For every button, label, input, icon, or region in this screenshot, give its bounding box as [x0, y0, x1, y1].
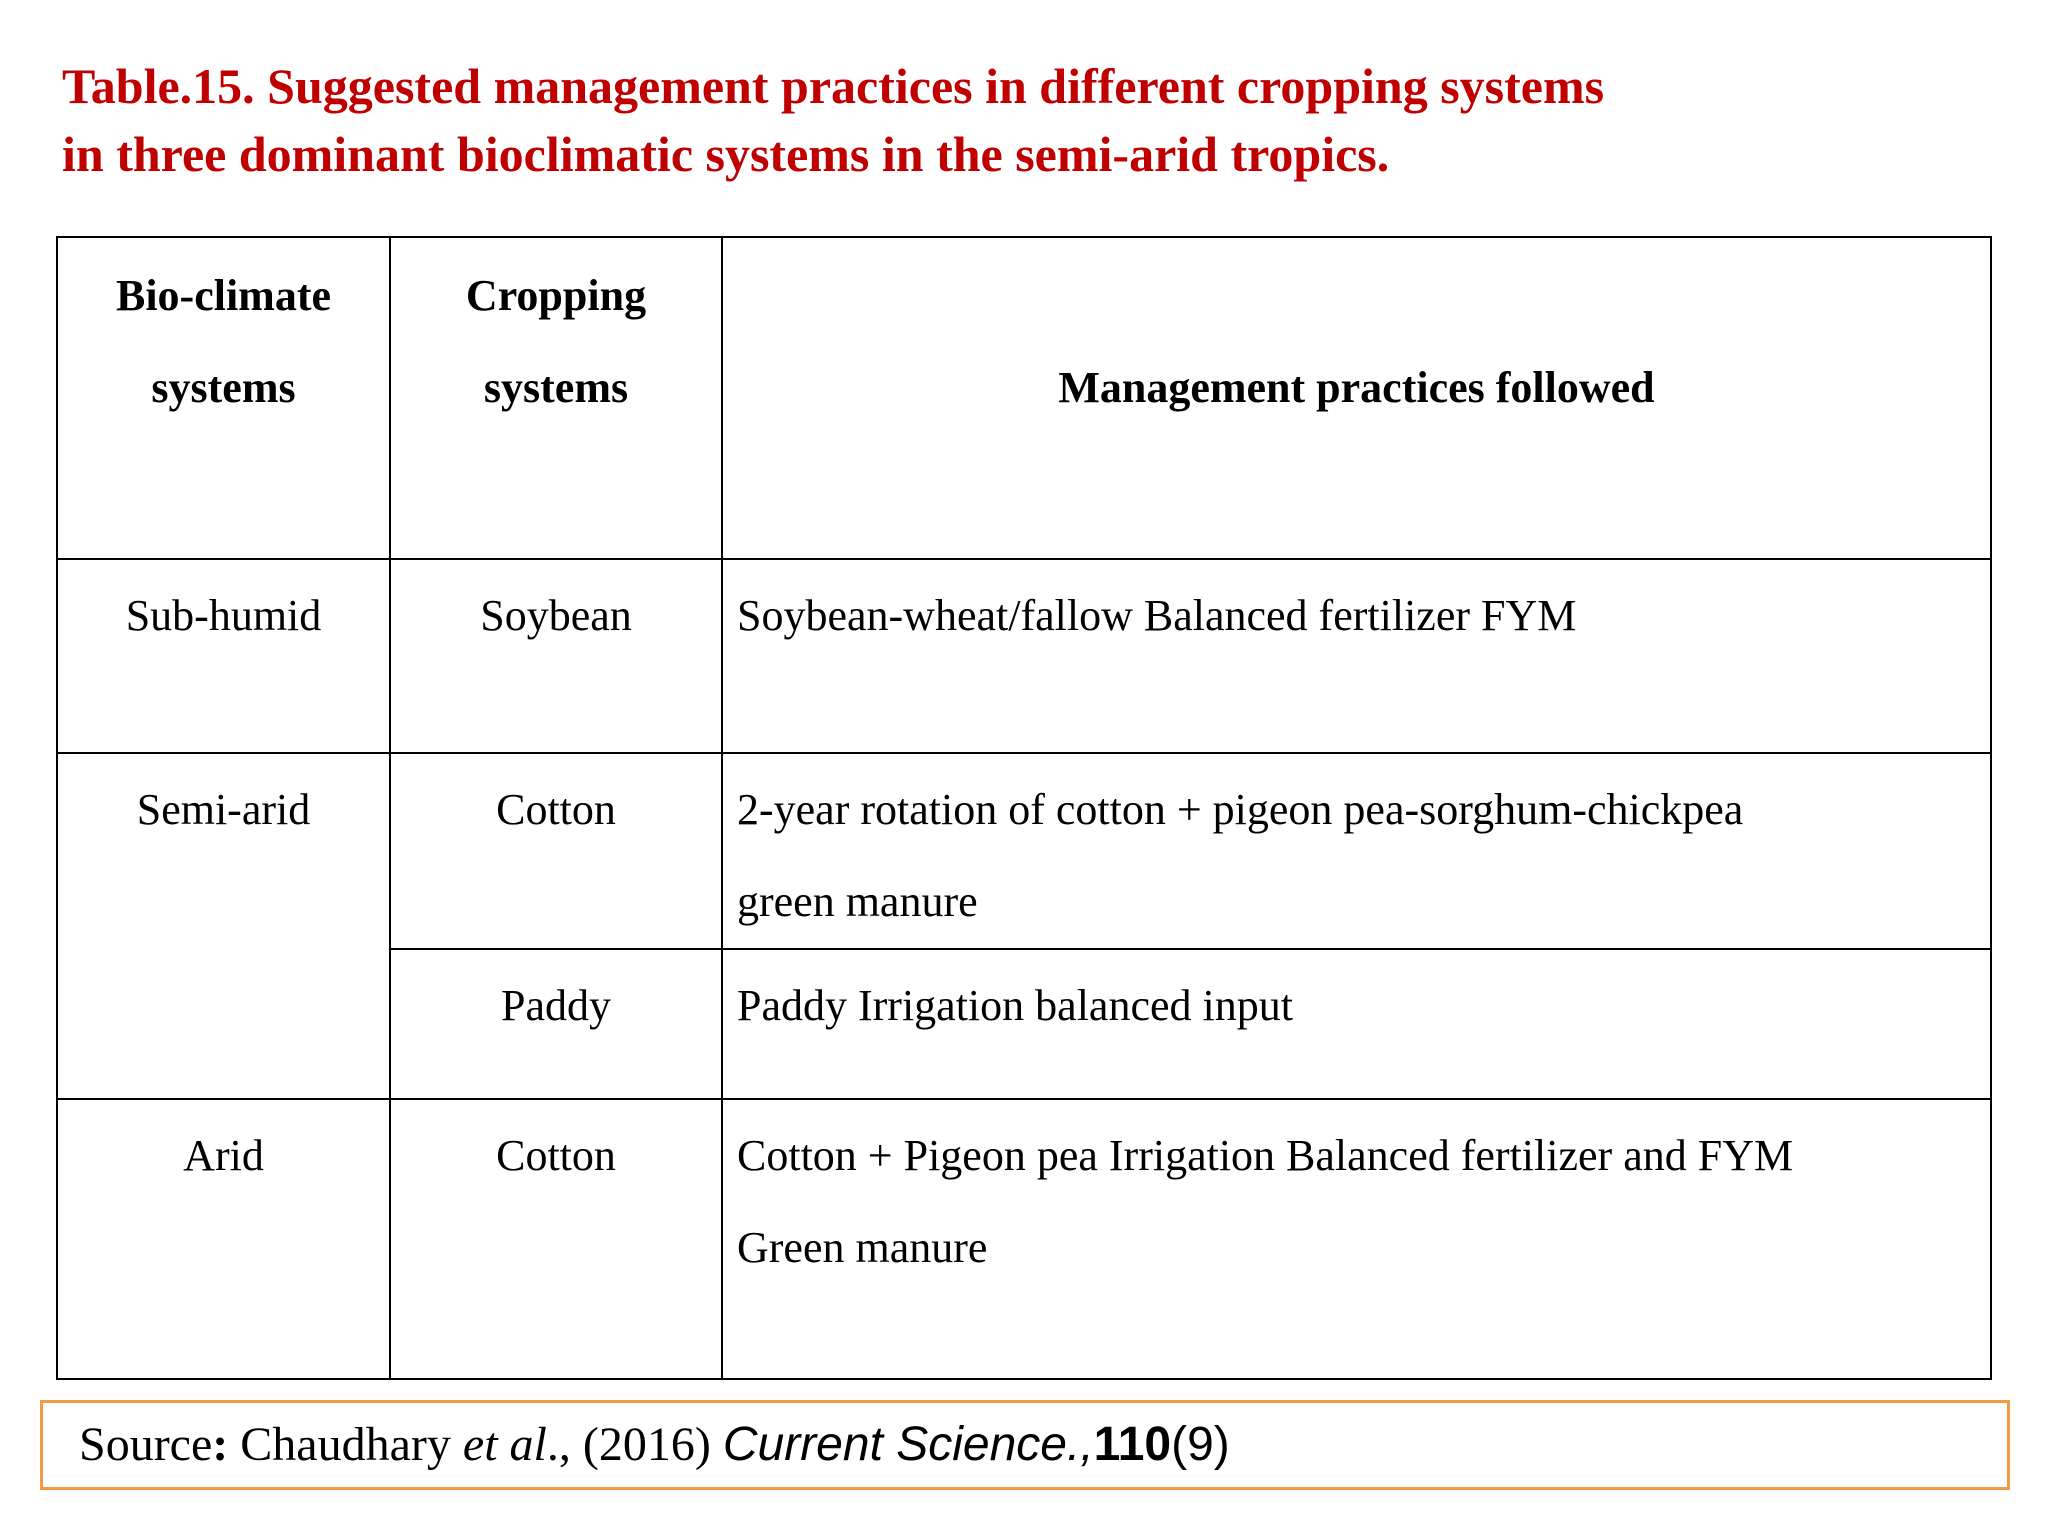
- source-colon: :: [212, 1418, 229, 1471]
- header-bioclimate-systems: [57, 237, 390, 559]
- cell-practice: [722, 753, 1991, 949]
- source-volume: 110: [1093, 1418, 1172, 1471]
- header-bioclimate-line-1: Bio-climate: [115, 271, 332, 320]
- practice-line-2: Green manure: [737, 1223, 988, 1272]
- header-cropping-systems: [390, 237, 722, 559]
- table-row: [57, 1099, 1991, 1379]
- cell-cropping: Cotton: [390, 753, 722, 949]
- table-title-line-2: in three dominant bioclimatic systems in the semi-arid tropics.: [62, 126, 1390, 182]
- table-row: [57, 559, 1991, 753]
- source-authors: Chaudhary: [228, 1418, 463, 1471]
- cell-practice: Paddy Irrigation balanced input: [722, 949, 1991, 1099]
- header-management-practices: Management practices followed: [722, 237, 1991, 559]
- cell-bioclimate: Sub-humid: [57, 559, 390, 753]
- table-title: [62, 52, 1962, 188]
- practice-line-2: green manure: [737, 877, 978, 926]
- cell-cropping: Cotton: [390, 1099, 722, 1379]
- source-citation-box: [40, 1400, 2010, 1490]
- cell-bioclimate: Semi-arid: [57, 753, 390, 1099]
- cell-cropping: Paddy: [390, 949, 722, 1099]
- cell-cropping: Soybean: [390, 559, 722, 753]
- cell-bioclimate: Arid: [57, 1099, 390, 1379]
- header-bioclimate-line-2: systems: [151, 363, 296, 412]
- source-label: Source: [79, 1418, 213, 1471]
- source-issue: (9): [1171, 1418, 1230, 1471]
- practice-line-1: Cotton + Pigeon pea Irrigation Balanced fertilizer and FYM: [737, 1131, 1794, 1180]
- source-year: ., (2016): [546, 1418, 723, 1471]
- header-cropping-line-2: systems: [483, 363, 629, 412]
- cell-practice: [722, 1099, 1991, 1379]
- source-journal: Current Science.,: [722, 1418, 1094, 1471]
- practice-line-1: 2-year rotation of cotton + pigeon pea-sorghum-chickpea: [737, 785, 1744, 834]
- table-header-row: [57, 237, 1991, 559]
- management-practices-table: [56, 236, 1992, 1380]
- table-title-line-1: Table.15. Suggested management practices in different cropping systems: [62, 58, 1605, 114]
- header-cropping-line-1: Cropping: [465, 271, 647, 320]
- table-row: [57, 753, 1991, 949]
- source-et-al: et al: [462, 1418, 547, 1471]
- cell-practice: Soybean-wheat/fallow Balanced fertilizer FYM: [722, 559, 1991, 753]
